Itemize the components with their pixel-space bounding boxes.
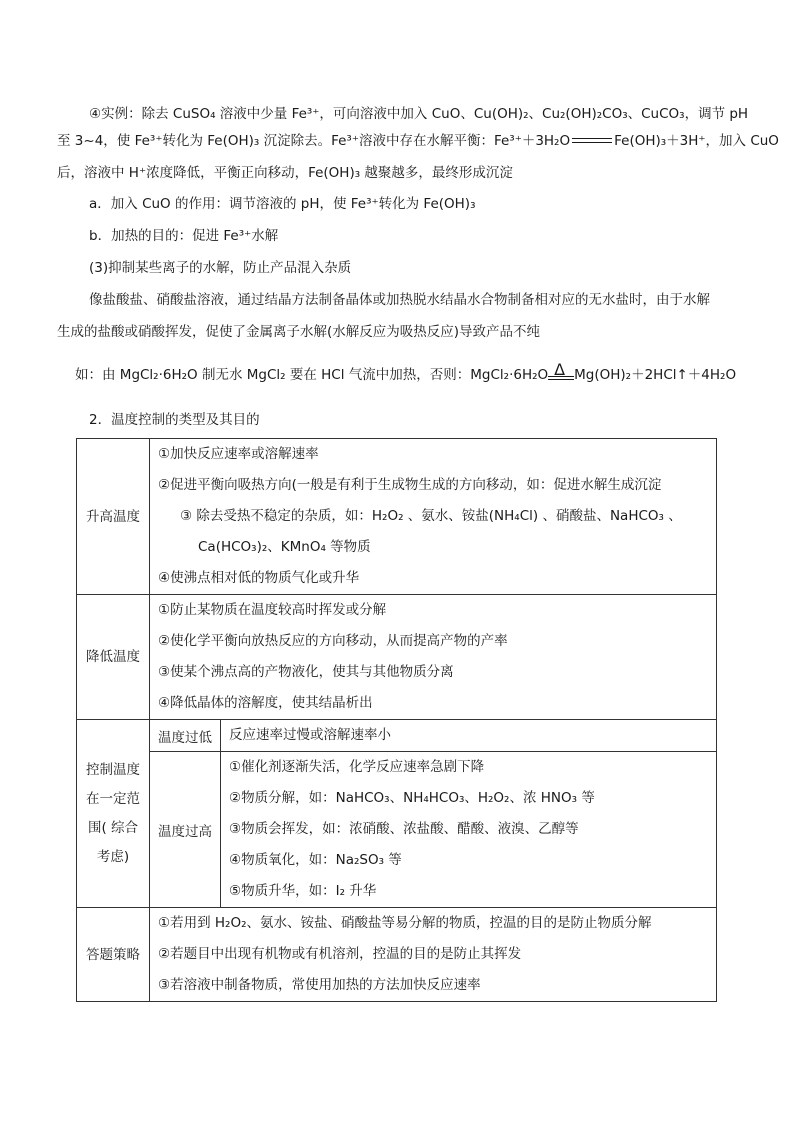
heat-equals-icon — [548, 360, 574, 386]
lower-item-3: ③使某个沸点高的产物液化，使其与其他物质分离 — [158, 664, 454, 680]
example-line-2 — [57, 131, 779, 151]
raise-item-1: ①加快反应速率或溶解速率 — [158, 446, 319, 462]
lower-item-1: ①防止某物质在温度较高时挥发或分解 — [158, 602, 387, 618]
strategy-item-2: ②若题目中出现有机物或有机溶剂，控温的目的是防止其挥发 — [158, 946, 522, 962]
too-high-item-4: ④物质氧化，如：Na₂SO₃ 等 — [229, 852, 402, 868]
row-raise — [77, 439, 717, 595]
label-control-line-1: 控制温度 — [86, 761, 140, 778]
example-mgcl2-b: Mg(OH)₂＋2HCl↑＋4H₂O — [574, 367, 737, 383]
label-lower: 降低温度 — [77, 595, 150, 720]
example-mgcl2 — [75, 360, 737, 386]
strategy-items — [150, 908, 717, 1002]
too-low-text-cell — [221, 720, 717, 752]
strategy-item-3: ③若溶液中制备物质，常使用加热的方法加快反应速率 — [158, 977, 481, 993]
too-high-item-5: ⑤物质升华，如：I₂ 升华 — [229, 883, 377, 899]
lower-item-4: ④降低晶体的溶解度，使其结晶析出 — [158, 695, 373, 711]
label-strategy: 答题策略 — [77, 908, 150, 1002]
example-mgcl2-a: 如：由 MgCl₂·6H₂O 制无水 MgCl₂ 要在 HCl 气流中加热，否则：MgCl₂·6H₂O — [75, 367, 549, 383]
lower-item-2: ②使化学平衡向放热反应的方向移动，从而提高产物的产率 — [158, 633, 508, 649]
label-control-line-4: 考虑) — [96, 848, 130, 865]
too-high-items — [221, 752, 717, 908]
row-control-low — [77, 720, 717, 752]
example-line-2-b: Fe(OH)₃＋3H⁺，加入 CuO — [614, 133, 779, 149]
paragraph-line-1: 像盐酸盐、硝酸盐溶液，通过结晶方法制备晶体或加热脱水结晶水合物制备相对应的无水盐时，由于水解 — [89, 292, 710, 308]
label-control-line-3: 围( 综合 — [87, 819, 139, 836]
example-line-3: 后，溶液中 H⁺浓度降低，平衡正向移动，Fe(OH)₃ 越聚越多，最终形成沉淀 — [57, 165, 513, 181]
raise-item-4: ④使沸点相对低的物质气化或升华 — [158, 570, 360, 586]
example-line-2-a: 至 3~4，使 Fe³⁺转化为 Fe(OH)₃ 沉淀除去。Fe³⁺溶液中存在水解平衡：Fe³⁺＋3H₂O — [57, 133, 571, 149]
lower-items — [150, 595, 717, 720]
raise-item-3-cont: Ca(HCO₃)₂、KMnO₄ 等物质 — [198, 539, 371, 555]
row-lower — [77, 595, 717, 720]
too-low-text: 反应速率过慢或溶解速率小 — [229, 727, 391, 743]
temperature-control-table — [76, 438, 717, 1002]
raise-items — [150, 439, 717, 595]
label-raise: 升高温度 — [77, 439, 150, 595]
label-too-high: 温度过高 — [150, 752, 221, 908]
point-b: b．加热的目的：促进 Fe³⁺水解 — [89, 228, 279, 244]
too-high-item-1: ①催化剂逐渐失活，化学反应速率急剧下降 — [229, 759, 485, 775]
row-control-high — [77, 752, 717, 908]
raise-item-3: ③ 除去受热不稳定的杂质，如：H₂O₂ 、氨水、铵盐(NH₄Cl) 、硝酸盐、NaHCO₃ 、 — [180, 508, 682, 524]
subheading-3: (3)抑制某些离子的水解，防止产品混入杂质 — [89, 260, 352, 276]
delta-symbol: Δ — [554, 360, 566, 379]
label-control — [77, 720, 150, 908]
too-high-item-2: ②物质分解，如：NaHCO₃、NH₄HCO₃、H₂O₂、浓 HNO₃ 等 — [229, 790, 595, 806]
paragraph-line-2: 生成的盐酸或硝酸挥发，促使了金属离子水解(水解反应为吸热反应)导致产品不纯 — [57, 324, 541, 340]
row-strategy — [77, 908, 717, 1002]
label-too-low: 温度过低 — [150, 720, 221, 752]
raise-item-2: ②促进平衡向吸热方向(一般是有利于生成物生成的方向移动，如：促进水解生成沉淀 — [158, 477, 662, 493]
equilibrium-arrow-icon — [570, 134, 614, 148]
section-heading-2: 2．温度控制的类型及其目的 — [89, 412, 260, 428]
point-a: a．加入 CuO 的作用：调节溶液的 pH，使 Fe³⁺转化为 Fe(OH)₃ — [89, 196, 476, 212]
too-high-item-3: ③物质会挥发，如：浓硝酸、浓盐酸、醋酸、液溴、乙醇等 — [229, 821, 579, 837]
example-line-1: ④实例：除去 CuSO₄ 溶液中少量 Fe³⁺，可向溶液中加入 CuO、Cu(OH)₂、Cu₂(OH)₂CO₃、CuCO₃，调节 pH — [89, 106, 749, 122]
label-control-line-2: 在一定范 — [86, 790, 140, 807]
strategy-item-1: ①若用到 H₂O₂、氨水、铵盐、硝酸盐等易分解的物质，控温的目的是防止物质分解 — [158, 915, 652, 931]
